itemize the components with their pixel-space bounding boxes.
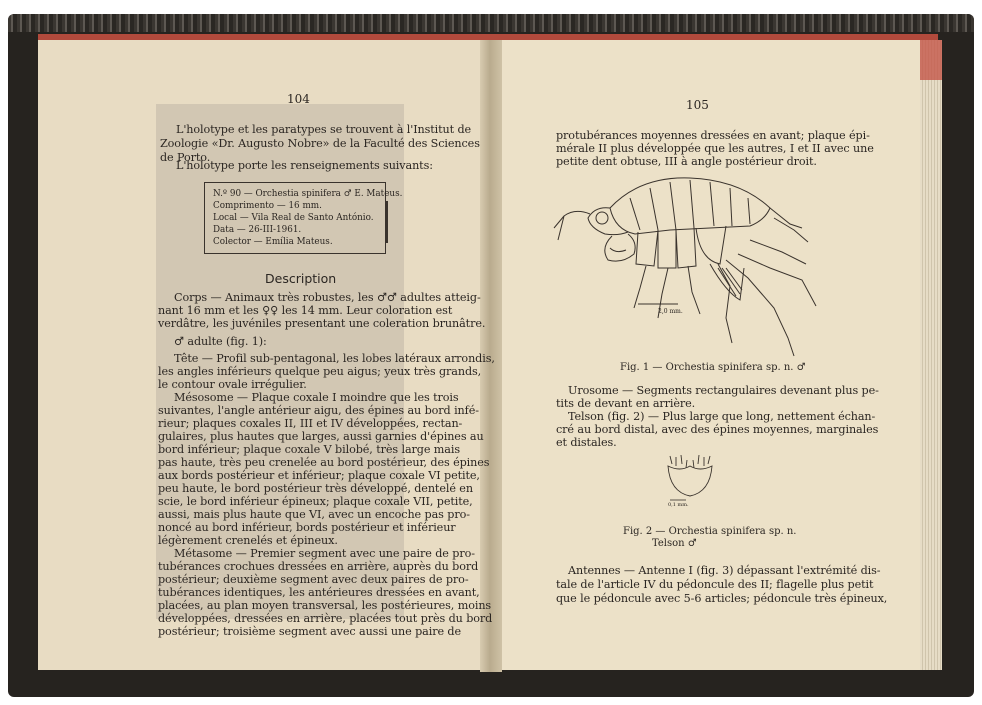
holotype-record-label — [204, 182, 403, 254]
intro-line: de Porto. — [160, 151, 211, 164]
body-line: nant 16 mm et les ♀♀ les 14 mm. Leur coloration est — [158, 304, 453, 317]
body-line: tubérances identiques, les antérieures dressées en avant, — [158, 586, 480, 599]
right-line: Antennes — Antenne I (fig. 3) dépassant l'extrémité dis- — [568, 564, 881, 577]
right-line: que le pédoncule avec 5-6 articles; pédoncule très épineux, — [556, 592, 888, 605]
body-line: développées, dressées en arrière, placées tout près du bord — [158, 612, 493, 625]
record-line: Local — Vila Real de Santo António. — [213, 213, 374, 223]
body-line: noncé au bord inférieur, bords postérieur et inférieur — [158, 521, 456, 534]
right-line: Urosome — Segments rectangulaires devenant plus pe- — [568, 384, 879, 397]
figure1-amphipod-illustration — [550, 168, 830, 363]
record-line: Data — 26-III-1961. — [213, 225, 302, 235]
right-line: protubérances moyennes dressées en avant; plaque épi- — [556, 129, 870, 142]
right-line: et distales. — [556, 436, 617, 449]
body-line: verdâtre, les juvéniles presentant une coleration brunâtre. — [158, 317, 486, 330]
right-line: Telson (fig. 2) — Plus large que long, nettement échan- — [568, 410, 876, 423]
record-line: Comprimento — 16 mm. — [213, 201, 322, 211]
body-line: rieur; plaques coxales II, III et IV développées, rectan- — [158, 417, 463, 430]
right-line: mérale II plus développée que les autres, I et II avec une — [556, 142, 874, 155]
right-line: tits de devant en arrière. — [556, 397, 696, 410]
intro-line: L'holotype et les paratypes se trouvent à l'Institut de — [176, 123, 472, 136]
page-stack-red-edge — [920, 40, 942, 80]
section-heading: Description — [265, 271, 337, 286]
body-line: Corps — Animaux très robustes, les ♂♂ adultes atteig- — [174, 291, 481, 304]
figure2-caption: Fig. 2 — Orchestia spinifera sp. n. — [623, 526, 797, 537]
body-line: Tête — Profil sub-pentagonal, les lobes latéraux arrondis, — [174, 352, 495, 365]
record-line: N.º 90 — Orchestia spinifera ♂ E. Mateus. — [213, 189, 403, 199]
body-line: gulaires, plus hautes que larges, aussi garnies d'épines au — [158, 430, 484, 443]
figure1-caption: Fig. 1 — Orchestia spinifera sp. n. ♂ — [620, 362, 806, 373]
body-line: Mésosome — Plaque coxale I moindre que les trois — [174, 391, 459, 404]
right-line: cré au bord distal, avec des épines moyennes, marginales — [556, 423, 879, 436]
body-line: les angles inférieurs quelque peu aigus; yeux très grands, — [158, 365, 482, 378]
right-line: petite dent obtuse, III à angle postérieur droit. — [556, 155, 817, 168]
body-line: peu haute, le bord postérieur très développé, dentelé en — [158, 482, 473, 495]
body-line: aux bords postérieur et inférieur; plaque coxale VI petite, — [158, 469, 480, 482]
body-line: le contour ovale irrégulier. — [158, 378, 307, 391]
body-line: postérieur; troisième segment avec aussi une paire de — [158, 625, 462, 638]
body-line: légèrement crenelés et épineux. — [158, 534, 338, 547]
body-line: tubérances crochues dressées en arrière, auprès du bord — [158, 560, 479, 573]
intro-line: L'holotype porte les renseignements suivants: — [176, 159, 433, 172]
figure2-telson-illustration — [660, 452, 720, 504]
body-line: pas haute, très peu crenelée au bord postérieur, des épines — [158, 456, 490, 469]
right-page-number: 105 — [686, 98, 709, 112]
left-page-number: 104 — [287, 92, 310, 106]
page-stack-edge — [920, 40, 942, 670]
body-line: bord inférieur; plaque coxale V bilobé, très large mais — [158, 443, 460, 456]
record-line: Colector — Emília Mateus. — [213, 237, 333, 247]
body-line: aussi, mais plus haute que VI, avec un encoche pas pro- — [158, 508, 470, 521]
body-line: placées, au plan moyen transversal, les postérieures, moins — [158, 599, 492, 612]
figure2-scale-text: 0,1 mm. — [668, 502, 689, 508]
figure2-caption-sub: Telson ♂ — [652, 538, 697, 549]
right-line: tale de l'article IV du pédoncule des II; flagelle plus petit — [556, 578, 874, 591]
body-line: postérieur; deuxième segment avec deux paires de pro- — [158, 573, 469, 586]
body-line: scie, le bord inférieur épineux; plaque coxale VII, petite, — [158, 495, 473, 508]
figure1-scale-text: 2,0 mm. — [658, 308, 683, 315]
body-line: suivantes, l'angle antérieur aigu, des épines au bord infé- — [158, 404, 479, 417]
body-line: Métasome — Premier segment avec une paire de pro- — [174, 547, 475, 560]
intro-line: Zoologie «Dr. Augusto Nobre» de la Faculté des Sciences — [160, 137, 480, 150]
body-line: ♂ adulte (fig. 1): — [174, 335, 267, 348]
